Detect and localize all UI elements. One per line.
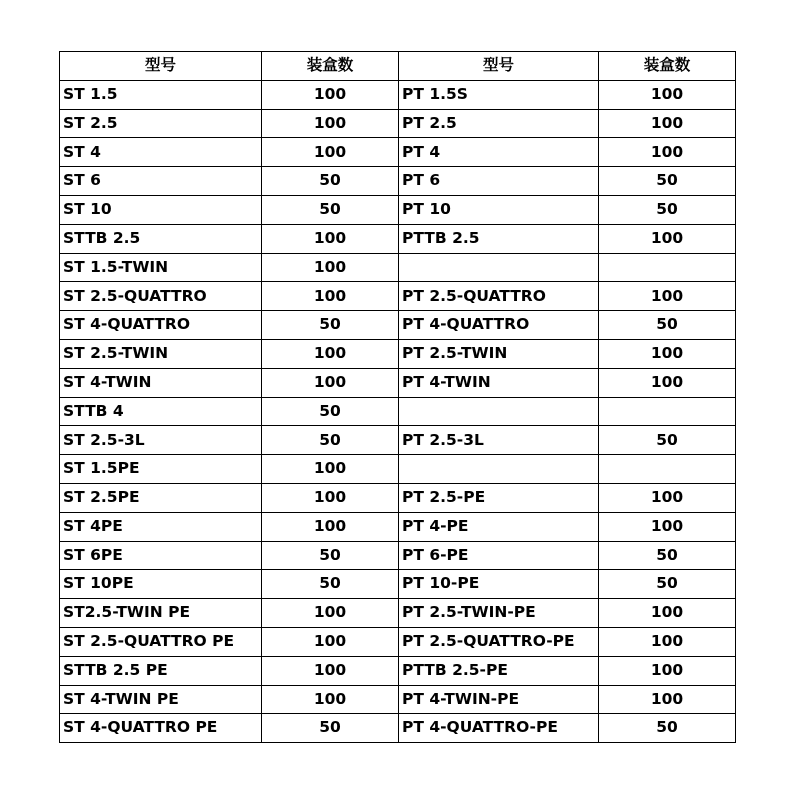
st-box-qty-cell: 100 [262,80,399,109]
pt-box-qty-cell: 100 [599,483,736,512]
pt-box-qty-cell: 100 [599,656,736,685]
st-model-cell: ST 1.5 [60,80,262,109]
pt-box-qty-cell: 100 [599,685,736,714]
st-model-cell: ST 2.5 [60,109,262,138]
pt-model-cell: PT 4-QUATTRO [399,311,599,340]
st-model-cell: ST 2.5-QUATTRO PE [60,627,262,656]
st-box-qty-cell: 100 [262,109,399,138]
table-row [60,80,736,109]
table-row [60,685,736,714]
pt-box-qty-cell [599,397,736,426]
st-model-cell: ST 2.5PE [60,483,262,512]
table-header [60,52,736,81]
pt-model-cell: PT 2.5-PE [399,483,599,512]
pt-box-qty-cell [599,455,736,484]
st-model-cell: ST 2.5-TWIN [60,339,262,368]
table-row [60,109,736,138]
table-row [60,483,736,512]
st-box-qty-cell: 100 [262,368,399,397]
table-row [60,224,736,253]
table-body [60,80,736,742]
pt-model-cell [399,455,599,484]
pt-model-cell: PT 10 [399,195,599,224]
table-row [60,138,736,167]
st-box-qty-cell: 100 [262,627,399,656]
st-box-qty-cell: 50 [262,167,399,196]
table-row [60,599,736,628]
st-model-cell: ST 4-QUATTRO PE [60,714,262,743]
table-row [60,311,736,340]
pt-box-qty-cell: 50 [599,714,736,743]
st-box-qty-cell: 100 [262,512,399,541]
st-box-qty-cell: 50 [262,570,399,599]
pt-model-cell: PT 2.5-QUATTRO [399,282,599,311]
pt-box-qty-cell: 100 [599,282,736,311]
st-box-qty-cell: 100 [262,599,399,628]
st-model-cell: ST 6PE [60,541,262,570]
table-row [60,282,736,311]
pt-model-cell: PT 6-PE [399,541,599,570]
pt-box-qty-cell: 100 [599,80,736,109]
table-row [60,368,736,397]
pt-box-qty-cell: 100 [599,627,736,656]
st-box-qty-cell: 100 [262,339,399,368]
table-row [60,714,736,743]
st-box-qty-cell: 50 [262,541,399,570]
st-model-cell: ST 4 [60,138,262,167]
table-row [60,570,736,599]
packaging-quantity-table [59,51,736,743]
pt-box-qty-cell: 50 [599,570,736,599]
st-model-cell: ST 2.5-QUATTRO [60,282,262,311]
table-row [60,167,736,196]
pt-model-cell: PT 4 [399,138,599,167]
pt-model-cell: PT 2.5-TWIN-PE [399,599,599,628]
pt-box-qty-cell: 50 [599,311,736,340]
st-model-cell: ST2.5-TWIN PE [60,599,262,628]
st-box-qty-cell: 100 [262,138,399,167]
pt-model-cell: PT 1.5S [399,80,599,109]
header-box-qty-right: 装盒数 [599,52,736,81]
pt-model-cell: PT 4-PE [399,512,599,541]
st-model-cell: ST 10PE [60,570,262,599]
st-model-cell: ST 1.5-TWIN [60,253,262,282]
pt-model-cell: PT 2.5-3L [399,426,599,455]
st-box-qty-cell: 100 [262,253,399,282]
st-box-qty-cell: 100 [262,656,399,685]
st-model-cell: ST 4PE [60,512,262,541]
st-model-cell: ST 1.5PE [60,455,262,484]
pt-model-cell: PT 4-TWIN-PE [399,685,599,714]
st-model-cell: ST 4-TWIN PE [60,685,262,714]
pt-box-qty-cell: 50 [599,541,736,570]
pt-model-cell: PTTB 2.5-PE [399,656,599,685]
table-row [60,541,736,570]
header-row [60,52,736,81]
st-box-qty-cell: 100 [262,224,399,253]
pt-model-cell: PT 2.5-QUATTRO-PE [399,627,599,656]
st-box-qty-cell: 100 [262,483,399,512]
header-model-left: 型号 [60,52,262,81]
st-model-cell: ST 4-TWIN [60,368,262,397]
pt-box-qty-cell: 50 [599,426,736,455]
pt-model-cell: PT 4-TWIN [399,368,599,397]
st-box-qty-cell: 50 [262,426,399,455]
pt-box-qty-cell [599,253,736,282]
header-box-qty-left: 装盒数 [262,52,399,81]
pt-model-cell: PT 4-QUATTRO-PE [399,714,599,743]
table-row [60,656,736,685]
pt-box-qty-cell: 50 [599,167,736,196]
st-box-qty-cell: 50 [262,311,399,340]
st-model-cell: STTB 4 [60,397,262,426]
st-box-qty-cell: 50 [262,195,399,224]
st-model-cell: ST 6 [60,167,262,196]
table-row [60,512,736,541]
pt-box-qty-cell: 100 [599,224,736,253]
pt-model-cell: PTTB 2.5 [399,224,599,253]
table-row [60,253,736,282]
table-row [60,397,736,426]
pt-box-qty-cell: 100 [599,599,736,628]
st-box-qty-cell: 100 [262,282,399,311]
table-row [60,455,736,484]
pt-model-cell: PT 2.5-TWIN [399,339,599,368]
pt-box-qty-cell: 100 [599,512,736,541]
pt-box-qty-cell: 100 [599,138,736,167]
st-model-cell: STTB 2.5 [60,224,262,253]
st-box-qty-cell: 50 [262,397,399,426]
pt-box-qty-cell: 50 [599,195,736,224]
pt-model-cell [399,253,599,282]
st-model-cell: ST 4-QUATTRO [60,311,262,340]
pt-model-cell: PT 10-PE [399,570,599,599]
st-model-cell: ST 2.5-3L [60,426,262,455]
st-box-qty-cell: 50 [262,714,399,743]
pt-model-cell: PT 6 [399,167,599,196]
table-row [60,195,736,224]
header-model-right: 型号 [399,52,599,81]
table-row [60,627,736,656]
table-row [60,426,736,455]
st-box-qty-cell: 100 [262,455,399,484]
pt-model-cell: PT 2.5 [399,109,599,138]
table-row [60,339,736,368]
st-model-cell: STTB 2.5 PE [60,656,262,685]
pt-box-qty-cell: 100 [599,109,736,138]
pt-box-qty-cell: 100 [599,368,736,397]
pt-model-cell [399,397,599,426]
st-box-qty-cell: 100 [262,685,399,714]
pt-box-qty-cell: 100 [599,339,736,368]
st-model-cell: ST 10 [60,195,262,224]
